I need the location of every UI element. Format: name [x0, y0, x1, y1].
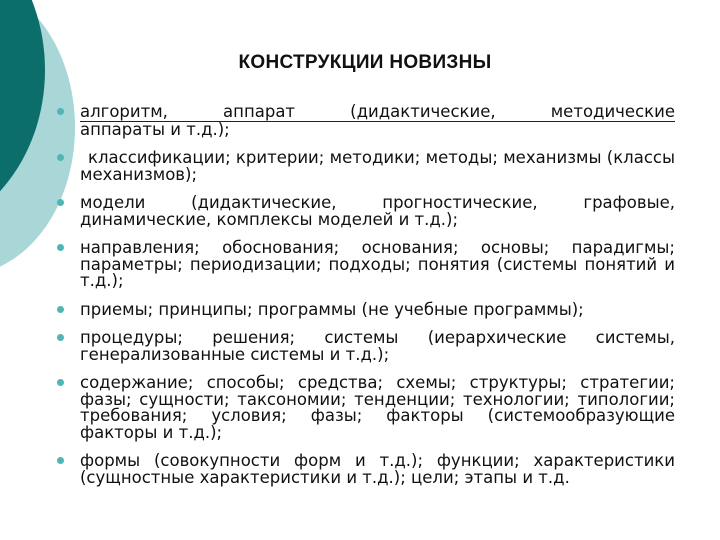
- bullet-item: [55, 330, 675, 363]
- bullet-text: направления; обоснования; основания; основы; парадигмы; параметры; периодизации; подходы; понятия (системы понятий и т.д.);: [80, 238, 675, 290]
- bullet-item: [55, 240, 675, 290]
- bullet-text-rest: аппараты и т.д.);: [80, 119, 230, 139]
- bullet-dot-icon: [57, 334, 64, 341]
- bullet-dot-icon: [57, 154, 64, 161]
- bullet-dot-icon: [57, 244, 64, 251]
- bullet-item: [55, 453, 675, 486]
- bullet-text: формы (совокупности форм и т.д.); функции; характеристики (сущностные характеристики и т.д.); цели; этапы и т.д.: [80, 451, 675, 487]
- bullet-text: содержание; способы; средства; схемы; структуры; стратегии; фазы; сущности; таксономии; тенденции; технологии; типологии; требования; условия; фазы; факторы (системообразующие факторы и т.д.);: [80, 373, 675, 442]
- bullet-text: классификации; критерии; методики; методы; механизмы (классы механизмов);: [80, 148, 675, 184]
- bullet-list: [55, 104, 675, 498]
- slide-title: КОНСТРУКЦИИ НОВИЗНЫ: [238, 52, 492, 73]
- bullet-item: [55, 299, 675, 319]
- bullet-text: процедуры; решения; системы (иерархические системы, генерализованные системы и т.д.);: [80, 328, 675, 364]
- bullet-item: [55, 104, 675, 138]
- bullet-text-line1: алгоритм, аппарат (дидактические, методические: [80, 102, 675, 121]
- bullet-dot-icon: [57, 199, 64, 206]
- bullet-text: модели (дидактические, прогностические, графовые, динамические, комплексы моделей и т.д.);: [80, 193, 675, 229]
- bullet-text: приемы; принципы; программы (не учебные программы);: [80, 299, 584, 319]
- bullet-dot-icon: [57, 306, 64, 313]
- bullet-item: [55, 375, 675, 441]
- bullet-dot-icon: [57, 379, 64, 386]
- bullet-dot-icon: [57, 457, 64, 464]
- bullet-item: [55, 195, 675, 228]
- bullet-dot-icon: [57, 108, 64, 115]
- bullet-item: [55, 150, 675, 183]
